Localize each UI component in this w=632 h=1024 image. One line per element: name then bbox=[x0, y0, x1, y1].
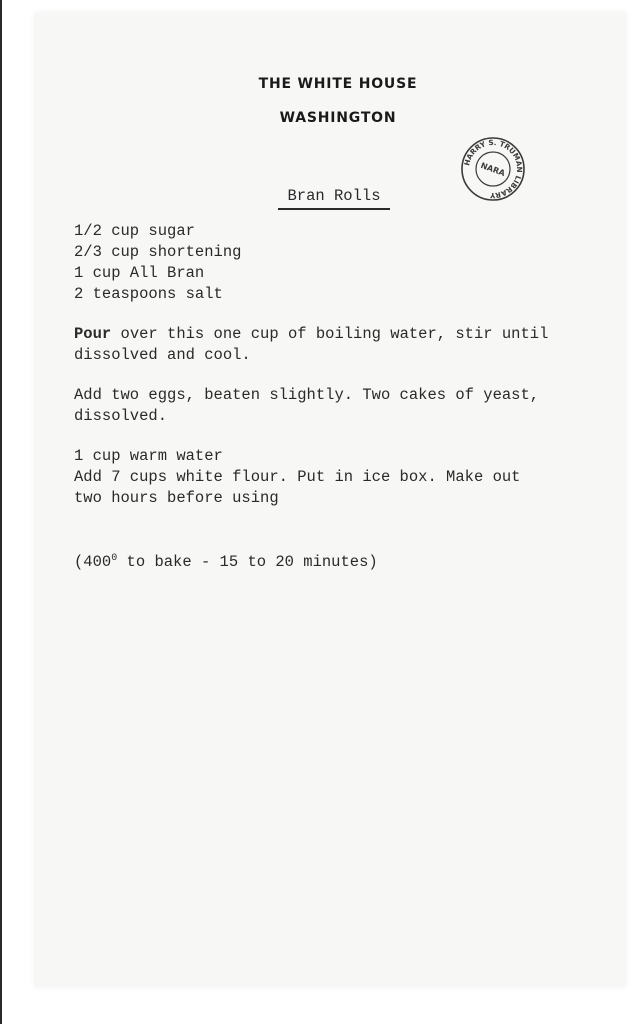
letterhead-city: WASHINGTON bbox=[279, 110, 397, 126]
bake-prefix: (400 bbox=[74, 553, 112, 571]
flour-instruction bbox=[74, 446, 520, 509]
bake-suffix: to bake - 15 to 20 minutes) bbox=[117, 553, 378, 571]
pour-line-1 bbox=[74, 324, 548, 345]
ingredient-list bbox=[74, 221, 241, 305]
ingredient-item: 2 teaspoons salt bbox=[74, 285, 223, 303]
ingredient-item: 1/2 cup sugar bbox=[74, 222, 195, 240]
stamp-ring-text: HARRY S. TRUMAN LIBRARY bbox=[462, 137, 525, 201]
document-page bbox=[34, 12, 626, 987]
recipe-title: Bran Rolls bbox=[278, 186, 390, 210]
flour-line-1: Add 7 cups white flour. Put in ice box. Make out bbox=[74, 468, 521, 486]
eggs-line-1: Add two eggs, beaten slightly. Two cakes of yeast, bbox=[74, 386, 540, 404]
scan-edge bbox=[0, 0, 2, 1024]
library-stamp bbox=[460, 136, 526, 202]
ingredient-item: 2/3 cup shortening bbox=[74, 243, 242, 261]
pour-instruction bbox=[74, 324, 548, 366]
letterhead-title: THE WHITE HOUSE bbox=[258, 76, 418, 92]
ingredient-item: 1 cup All Bran bbox=[74, 264, 205, 282]
eggs-instruction bbox=[74, 385, 539, 427]
bake-note bbox=[74, 548, 378, 573]
degree-mark: 0 bbox=[111, 553, 118, 564]
pour-word: Pour bbox=[74, 325, 112, 343]
eggs-line-2: dissolved. bbox=[74, 407, 168, 425]
water-line: 1 cup warm water bbox=[74, 447, 223, 465]
stamp-center-text: NARA bbox=[479, 160, 507, 179]
flour-line-2: two hours before using bbox=[74, 489, 279, 507]
pour-line-1-rest: over this one cup of boiling water, stir until bbox=[111, 325, 549, 343]
pour-line-2: dissolved and cool. bbox=[74, 346, 251, 364]
bake-line bbox=[74, 548, 378, 573]
